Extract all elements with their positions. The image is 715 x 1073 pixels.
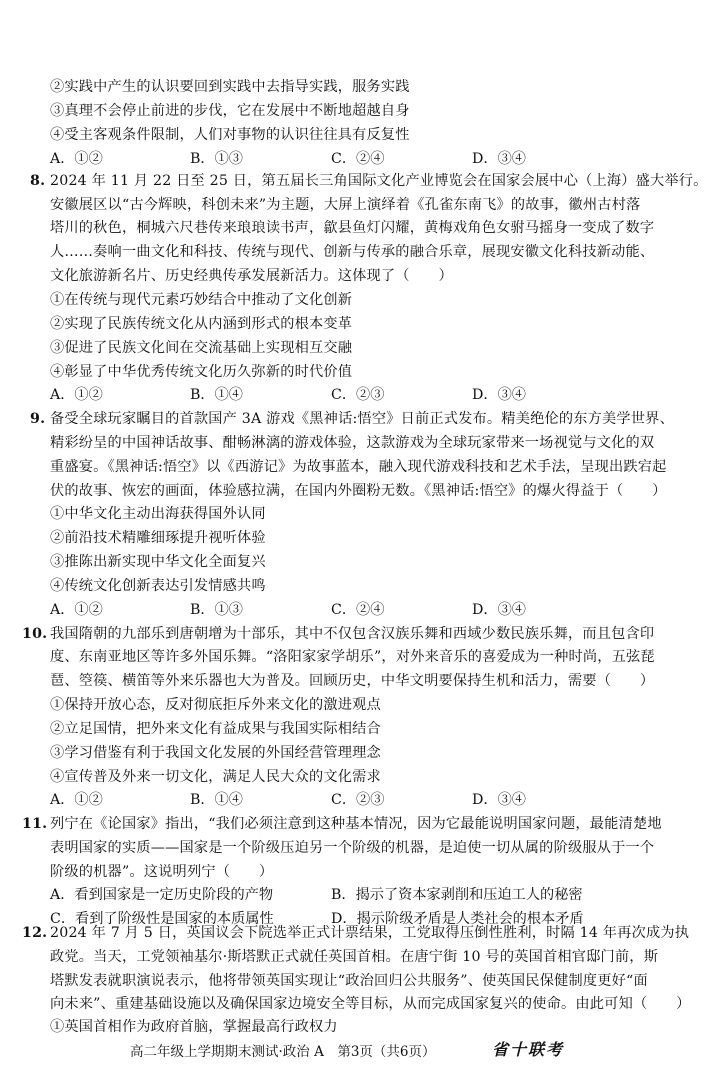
q9-item-1: ①中华文化主动出海获得国外认同 [50,506,266,522]
q8-item-4: ④彰显了中华优秀传统文化历久弥新的时代价值 [50,364,353,380]
q10-item-1: ①保持开放心态，反对彻底拒斥外来文化的激进观点 [50,697,381,713]
q10-stem-line-2: 度、东南亚地区等许多外国乐舞。“洛阳家家学胡乐”，对外来音乐的喜爱成为一种时尚，五弦琵 [50,649,655,665]
q9-item-3: ③推陈出新实现中华文化全面复兴 [50,554,266,570]
q11-option-d: D．揭示阶级矛盾是人类社会的根本矛盾 [331,911,584,927]
q9-number: 9. [30,411,46,427]
q9-option-b: B．①③ [190,602,243,618]
q9-option-a: A．①② [50,602,103,618]
q9-item-2: ②前沿技术精雕细琢提升视听体验 [50,530,266,546]
q8-option-d: D．③④ [472,387,526,403]
q10-item-3: ③学习借鉴有利于我国文化发展的外国经营管理理念 [50,745,381,761]
q8-stem-line-4: 人……奏响一曲文化和科技、传统与现代、创新与传承的融合乐章，展现安徽文化科技新动能、 [50,244,655,260]
q10-stem-line-3: 琶、箜篌、横笛等外来乐器也大为普及。回顾历史，中华文明要保持生机和活力，需要（ ） [50,673,655,689]
q10-item-2: ②立足国情，把外来文化有益成果与我国实际相结合 [50,721,381,737]
q8-number: 8. [30,173,46,189]
q8-stem-line-1: 2024 年 11 月 22 日至 25 日，第五届长三角国际文化产业博览会在国家会展中心（上海）盛大举行。 [50,173,708,189]
q12-number: 12. [22,925,48,941]
exam-alliance-stamp: 省十联考 [492,1040,565,1059]
q12-stem-line-3: 塔默发表就职演说表示，他将带领英国实现让“政治回归公共服务”、使英国民保健制度更好“面 [50,973,648,989]
q7-option-a: A．①② [50,151,103,167]
q9-option-c: C．②④ [331,602,385,618]
q8-option-a: A．①② [50,387,103,403]
q8-stem-line-3: 塔川的秋色，桐城六尺巷传来琅琅读书声，歙县鱼灯闪耀，黄梅戏角色女驸马摇身一变成了数字 [50,220,655,236]
q8-stem-line-5: 文化旅游新名片、历史经典传承发展新活力。这体现了（ ） [50,268,453,284]
q7-option-c: C．②④ [331,151,385,167]
q12-item-1: ①英国首相作为政府首脑，掌握最高行政权力 [50,1019,338,1035]
q10-item-4: ④宣传普及外来一切文化，满足人民大众的文化需求 [50,769,381,785]
q7-item-3: ③真理不会停止前进的步伐，它在发展中不断地超越自身 [50,103,410,119]
q7-item-2: ②实践中产生的认识要回到实践中去指导实践，服务实践 [50,79,410,95]
q9-option-d: D．③④ [472,602,526,618]
q10-stem-line-1: 我国隋朝的九部乐到唐朝增为十部乐，其中不仅包含汉族乐舞和西域少数民族乐舞，而且包含印 [50,626,655,642]
q12-stem-line-2: 政党。当天，工党领袖基尔·斯塔默正式就任英国首相。在唐宁街 10 号的英国首相官邸门前，斯 [50,949,659,965]
q11-stem-line-3: 阶级的机器”。这说明列宁（ ） [50,864,274,880]
q11-stem-line-2: 表明国家的实质——国家是一个阶级压迫另一个阶级的机器，是迫使一切从属的阶级服从于一个 [50,840,655,856]
q7-item-4: ④受主客观条件限制，人们对事物的认识往往具有反复性 [50,127,410,143]
q8-option-c: C．②③ [331,387,385,403]
q8-option-b: B．①④ [190,387,243,403]
q11-option-b: B．揭示了资本家剥削和压迫工人的秘密 [331,887,583,903]
page-footer: 高二年级上学期期末测试·政治 A 第3页（共6页） [130,1044,436,1060]
q7-option-d: D．③④ [472,151,526,167]
q12-stem-line-1: 2024 年 7 月 5 日，英国议会下院选举正式计票结果，工党取得压倒性胜利，时隔 14 年再次成为执 [50,925,690,941]
q11-stem-line-1: 列宁在《论国家》指出，“我们必须注意到这种基本情况，因为它最能说明国家问题，最能清楚地 [50,816,662,832]
q10-option-d: D．③④ [472,792,526,808]
q12-stem-line-4: 向未来”、重建基础设施以及确保国家边境安全等目标，从而完成国家复兴的使命。由此可知（ ） [50,996,691,1012]
q11-option-a: A．看到国家是一定历史阶段的产物 [50,887,274,903]
q11-option-c: C．看到了阶级性是国家的本质属性 [50,911,274,927]
q7-option-b: B．①③ [190,151,243,167]
q8-item-2: ②实现了民族传统文化从内涵到形式的根本变革 [50,316,353,332]
q10-option-c: C．②③ [331,792,385,808]
q9-item-4: ④传统文化创新表达引发情感共鸣 [50,578,266,594]
q10-number: 10. [22,626,48,642]
q11-number: 11. [22,816,48,832]
q10-option-a: A．①② [50,792,103,808]
q9-stem-line-2: 精彩纷呈的中国神话故事、酣畅淋漓的游戏体验，这款游戏为全球玩家带来一场视觉与文化的双 [50,435,655,451]
q9-stem-line-3: 重盛宴。《黑神话:悟空》以《西游记》为故事蓝本，融入现代游戏科技和艺术手法，呈现出跌宕起 [50,459,667,475]
q8-item-1: ①在传统与现代元素巧妙结合中推动了文化创新 [50,292,353,308]
q9-stem-line-1: 备受全球玩家瞩目的首款国产 3A 游戏《黑神话:悟空》日前正式发布。精美绝伦的东方美学世界、 [50,411,674,427]
q10-option-b: B．①④ [190,792,243,808]
q8-stem-line-2: 安徽展区以“古今辉映，科创未来”为主题，大屏上演绎着《孔雀东南飞》的故事，徽州古村落 [50,197,641,213]
q8-item-3: ③促进了民族文化间在交流基础上实现相互交融 [50,340,353,356]
q9-stem-line-4: 伏的故事、恢宏的画面，体验感拉满，在国内外圈粉无数。《黑神话:悟空》的爆火得益于（ ） [50,483,667,499]
